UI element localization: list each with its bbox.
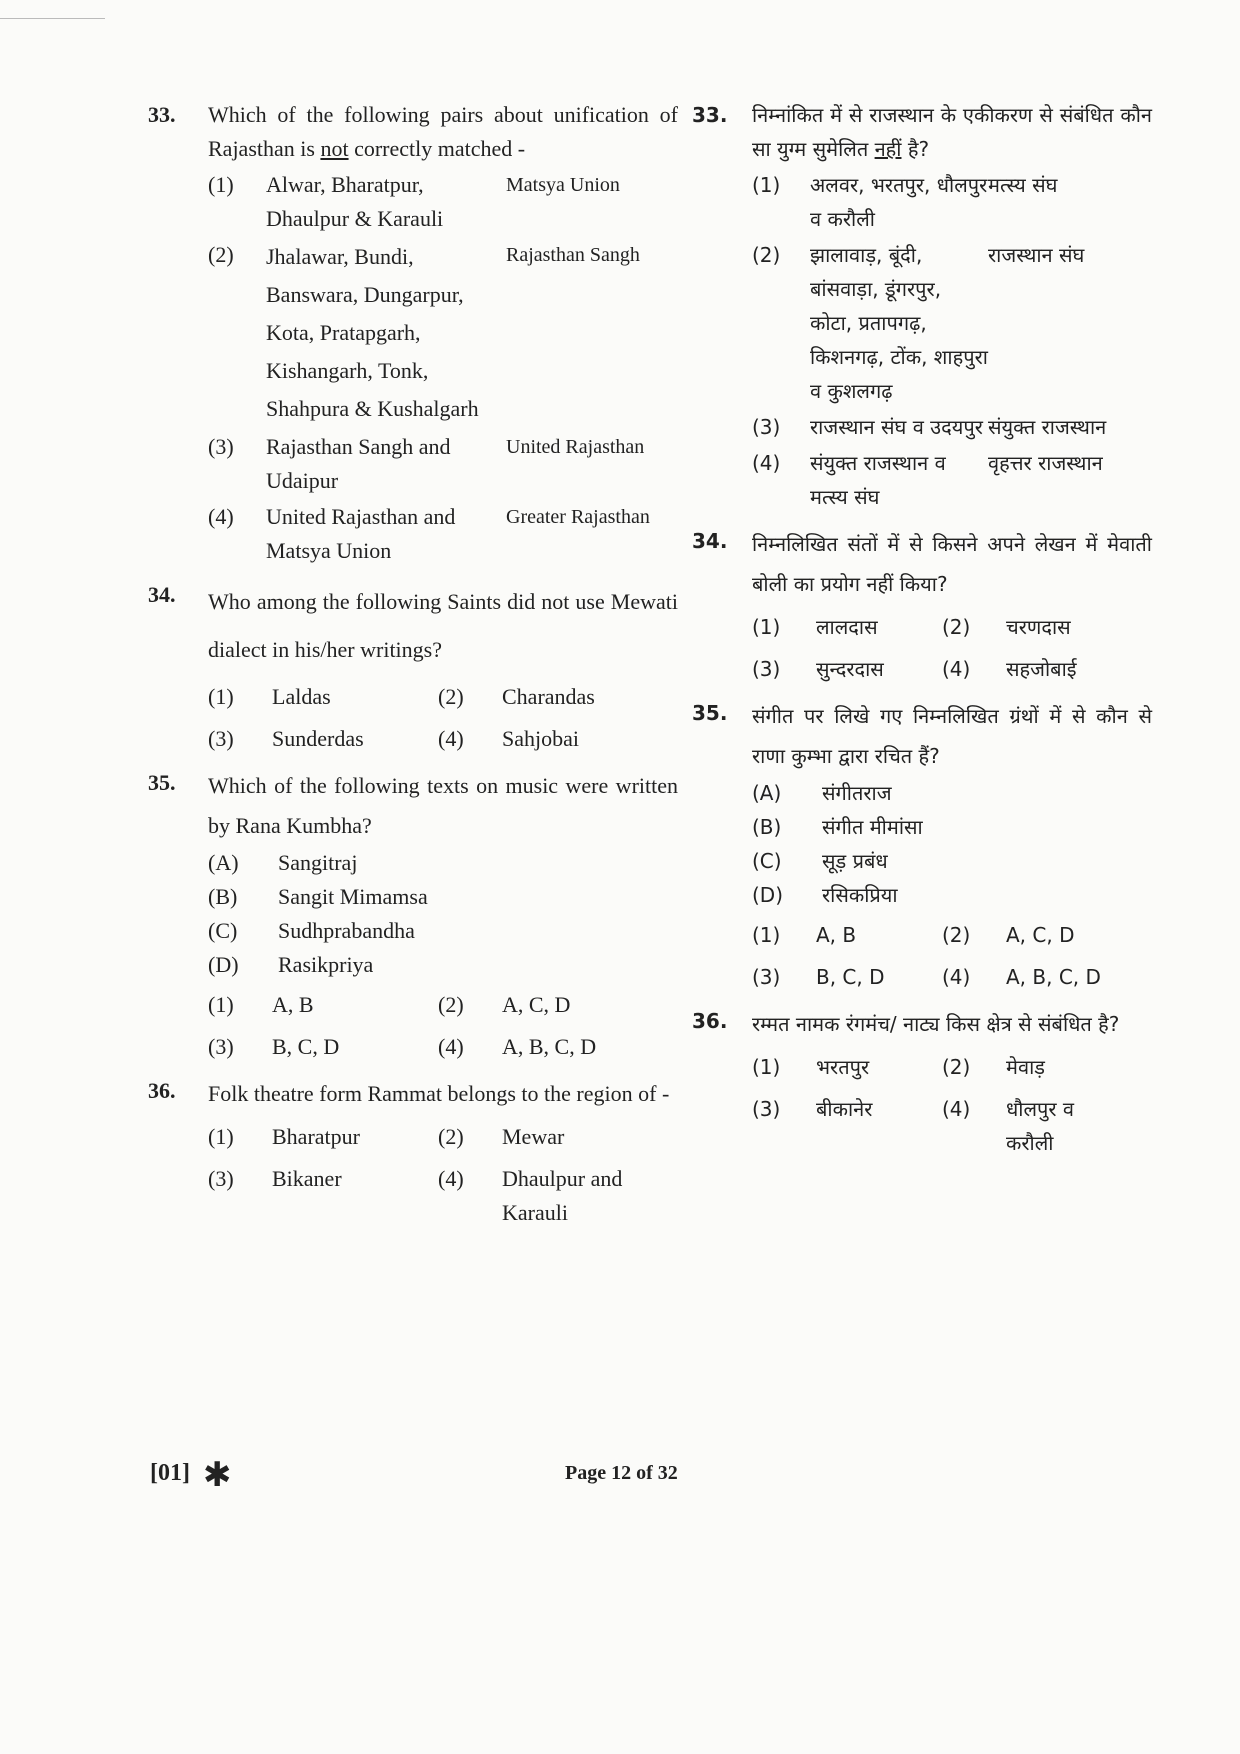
question-number: 34. bbox=[692, 529, 728, 553]
question-number: 34. bbox=[148, 582, 176, 607]
option: (4) सहजोबाई bbox=[942, 657, 1077, 681]
statement: (B) संगीत मीमांसा bbox=[752, 815, 923, 839]
match-pair: (1) Alwar, Bharatpur, Dhaulpur & Karauli Matsya Union bbox=[208, 172, 620, 231]
question-number: 36. bbox=[692, 1009, 728, 1033]
booklet-code: [01] bbox=[150, 1460, 190, 1486]
statement: (D) Rasikpriya bbox=[208, 952, 374, 977]
option: (4) धौलपुर व करौली bbox=[942, 1097, 1075, 1155]
option: (2) मेवाड़ bbox=[942, 1055, 1045, 1079]
question-33-en bbox=[148, 98, 678, 568]
options bbox=[208, 680, 678, 756]
statement: (A) Sangitraj bbox=[208, 850, 358, 875]
option: (3) B, C, D bbox=[752, 965, 885, 989]
match-pair: (2) झालावाड़, बूंदी, बांसवाड़ा, डूंगरपुर, कोटा, प्रतापगढ़, किशनगढ़, टोंक, शाहपुरा व कुशलगढ़ राजस्थान संघ bbox=[752, 243, 1085, 403]
match-pair: (3) Rajasthan Sangh and Udaipur United Rajasthan bbox=[208, 434, 645, 493]
option: (1) A, B bbox=[752, 923, 857, 947]
option: (4) A, B, C, D bbox=[942, 965, 1101, 989]
option: (3) Bikaner bbox=[208, 1166, 342, 1191]
match-pair: (1) अलवर, भरतपुर, धौलपुर व करौली मत्स्य संघ bbox=[752, 173, 1058, 231]
match-pair: (2) Jhalawar, Bundi, Banswara, Dungarpur, Kota, Pratapgarh, Kishangarh, Tonk, Shahpura & Kushalgarh Rajasthan Sangh bbox=[208, 242, 640, 421]
option: (1) भरतपुर bbox=[752, 1055, 870, 1079]
option: (1) Bharatpur bbox=[208, 1124, 360, 1149]
question-text: निम्नलिखित संतों में से किसने अपने लेखन में मेवाती बोली का प्रयोग नहीं किया? bbox=[752, 532, 1152, 596]
question-number: 33. bbox=[148, 102, 176, 127]
question-35-hi bbox=[692, 696, 1152, 994]
options bbox=[208, 1120, 678, 1230]
option: (3) B, C, D bbox=[208, 1034, 340, 1059]
english-column bbox=[148, 98, 678, 1240]
option: (3) Sunderdas bbox=[208, 726, 364, 751]
option: (2) चरणदास bbox=[942, 615, 1071, 639]
options bbox=[752, 1050, 1152, 1160]
question-34-hi bbox=[692, 524, 1152, 686]
question-text: Which of the following texts on music were written by Rana Kumbha? bbox=[208, 773, 678, 838]
option: (2) Charandas bbox=[438, 684, 595, 709]
question-text: संगीत पर लिखे गए निम्नलिखित ग्रंथों में से कौन से राणा कुम्भा द्वारा रचित हैं? bbox=[752, 704, 1152, 768]
question-text: निम्नांकित में से राजस्थान के एकीकरण से संबंधित कौन सा युग्म सुमेलित नहीं है? bbox=[752, 103, 1152, 161]
statement: (C) सूड़ प्रबंध bbox=[752, 849, 888, 873]
header-rule bbox=[0, 18, 105, 19]
question-text: Folk theatre form Rammat belongs to the region of - bbox=[208, 1081, 670, 1106]
question-text: Which of the following pairs about unification of Rajasthan is not correctly matched - bbox=[208, 102, 678, 161]
option: (3) सुन्दरदास bbox=[752, 657, 884, 681]
match-pair: (3) राजस्थान संघ व उदयपुर संयुक्त राजस्थान bbox=[752, 415, 1107, 439]
statement: (D) रसिकप्रिया bbox=[752, 883, 898, 907]
statement: (B) Sangit Mimamsa bbox=[208, 884, 428, 909]
option: (2) A, C, D bbox=[438, 992, 571, 1017]
option: (1) A, B bbox=[208, 992, 314, 1017]
match-pair: (4) संयुक्त राजस्थान व मत्स्य संघ वृहत्तर राजस्थान bbox=[752, 451, 1103, 509]
option: (1) Laldas bbox=[208, 684, 331, 709]
hindi-column bbox=[692, 98, 1152, 1170]
statement: (C) Sudhprabandha bbox=[208, 918, 415, 943]
options bbox=[752, 918, 1152, 994]
question-number: 36. bbox=[148, 1078, 176, 1103]
options bbox=[752, 610, 1152, 686]
option: (2) A, C, D bbox=[942, 923, 1075, 947]
question-34-en bbox=[148, 578, 678, 756]
option: (4) Dhaulpur and Karauli bbox=[438, 1166, 623, 1225]
option: (2) Mewar bbox=[438, 1124, 565, 1149]
option: (3) बीकानेर bbox=[752, 1097, 873, 1121]
match-pair: (4) United Rajasthan and Matsya Union Greater Rajasthan bbox=[208, 504, 650, 563]
option: (1) लालदास bbox=[752, 615, 878, 639]
option: (4) A, B, C, D bbox=[438, 1034, 597, 1059]
question-35-en bbox=[148, 766, 678, 1064]
statement: (A) संगीतराज bbox=[752, 781, 892, 805]
question-number: 35. bbox=[148, 770, 176, 795]
question-36-en bbox=[148, 1074, 678, 1230]
options bbox=[208, 988, 678, 1064]
question-text: रम्मत नामक रंगमंच/ नाट्य किस क्षेत्र से संबंधित है? bbox=[752, 1012, 1120, 1036]
page-number: Page 12 of 32 bbox=[565, 1462, 678, 1484]
option: (4) Sahjobai bbox=[438, 726, 579, 751]
question-number: 33. bbox=[692, 103, 728, 127]
asterisk-icon: ✱ bbox=[203, 1455, 232, 1495]
question-36-hi bbox=[692, 1004, 1152, 1160]
question-text: Who among the following Saints did not use Mewati dialect in his/her writings? bbox=[208, 589, 678, 662]
question-33-hi bbox=[692, 98, 1152, 514]
question-number: 35. bbox=[692, 701, 728, 725]
